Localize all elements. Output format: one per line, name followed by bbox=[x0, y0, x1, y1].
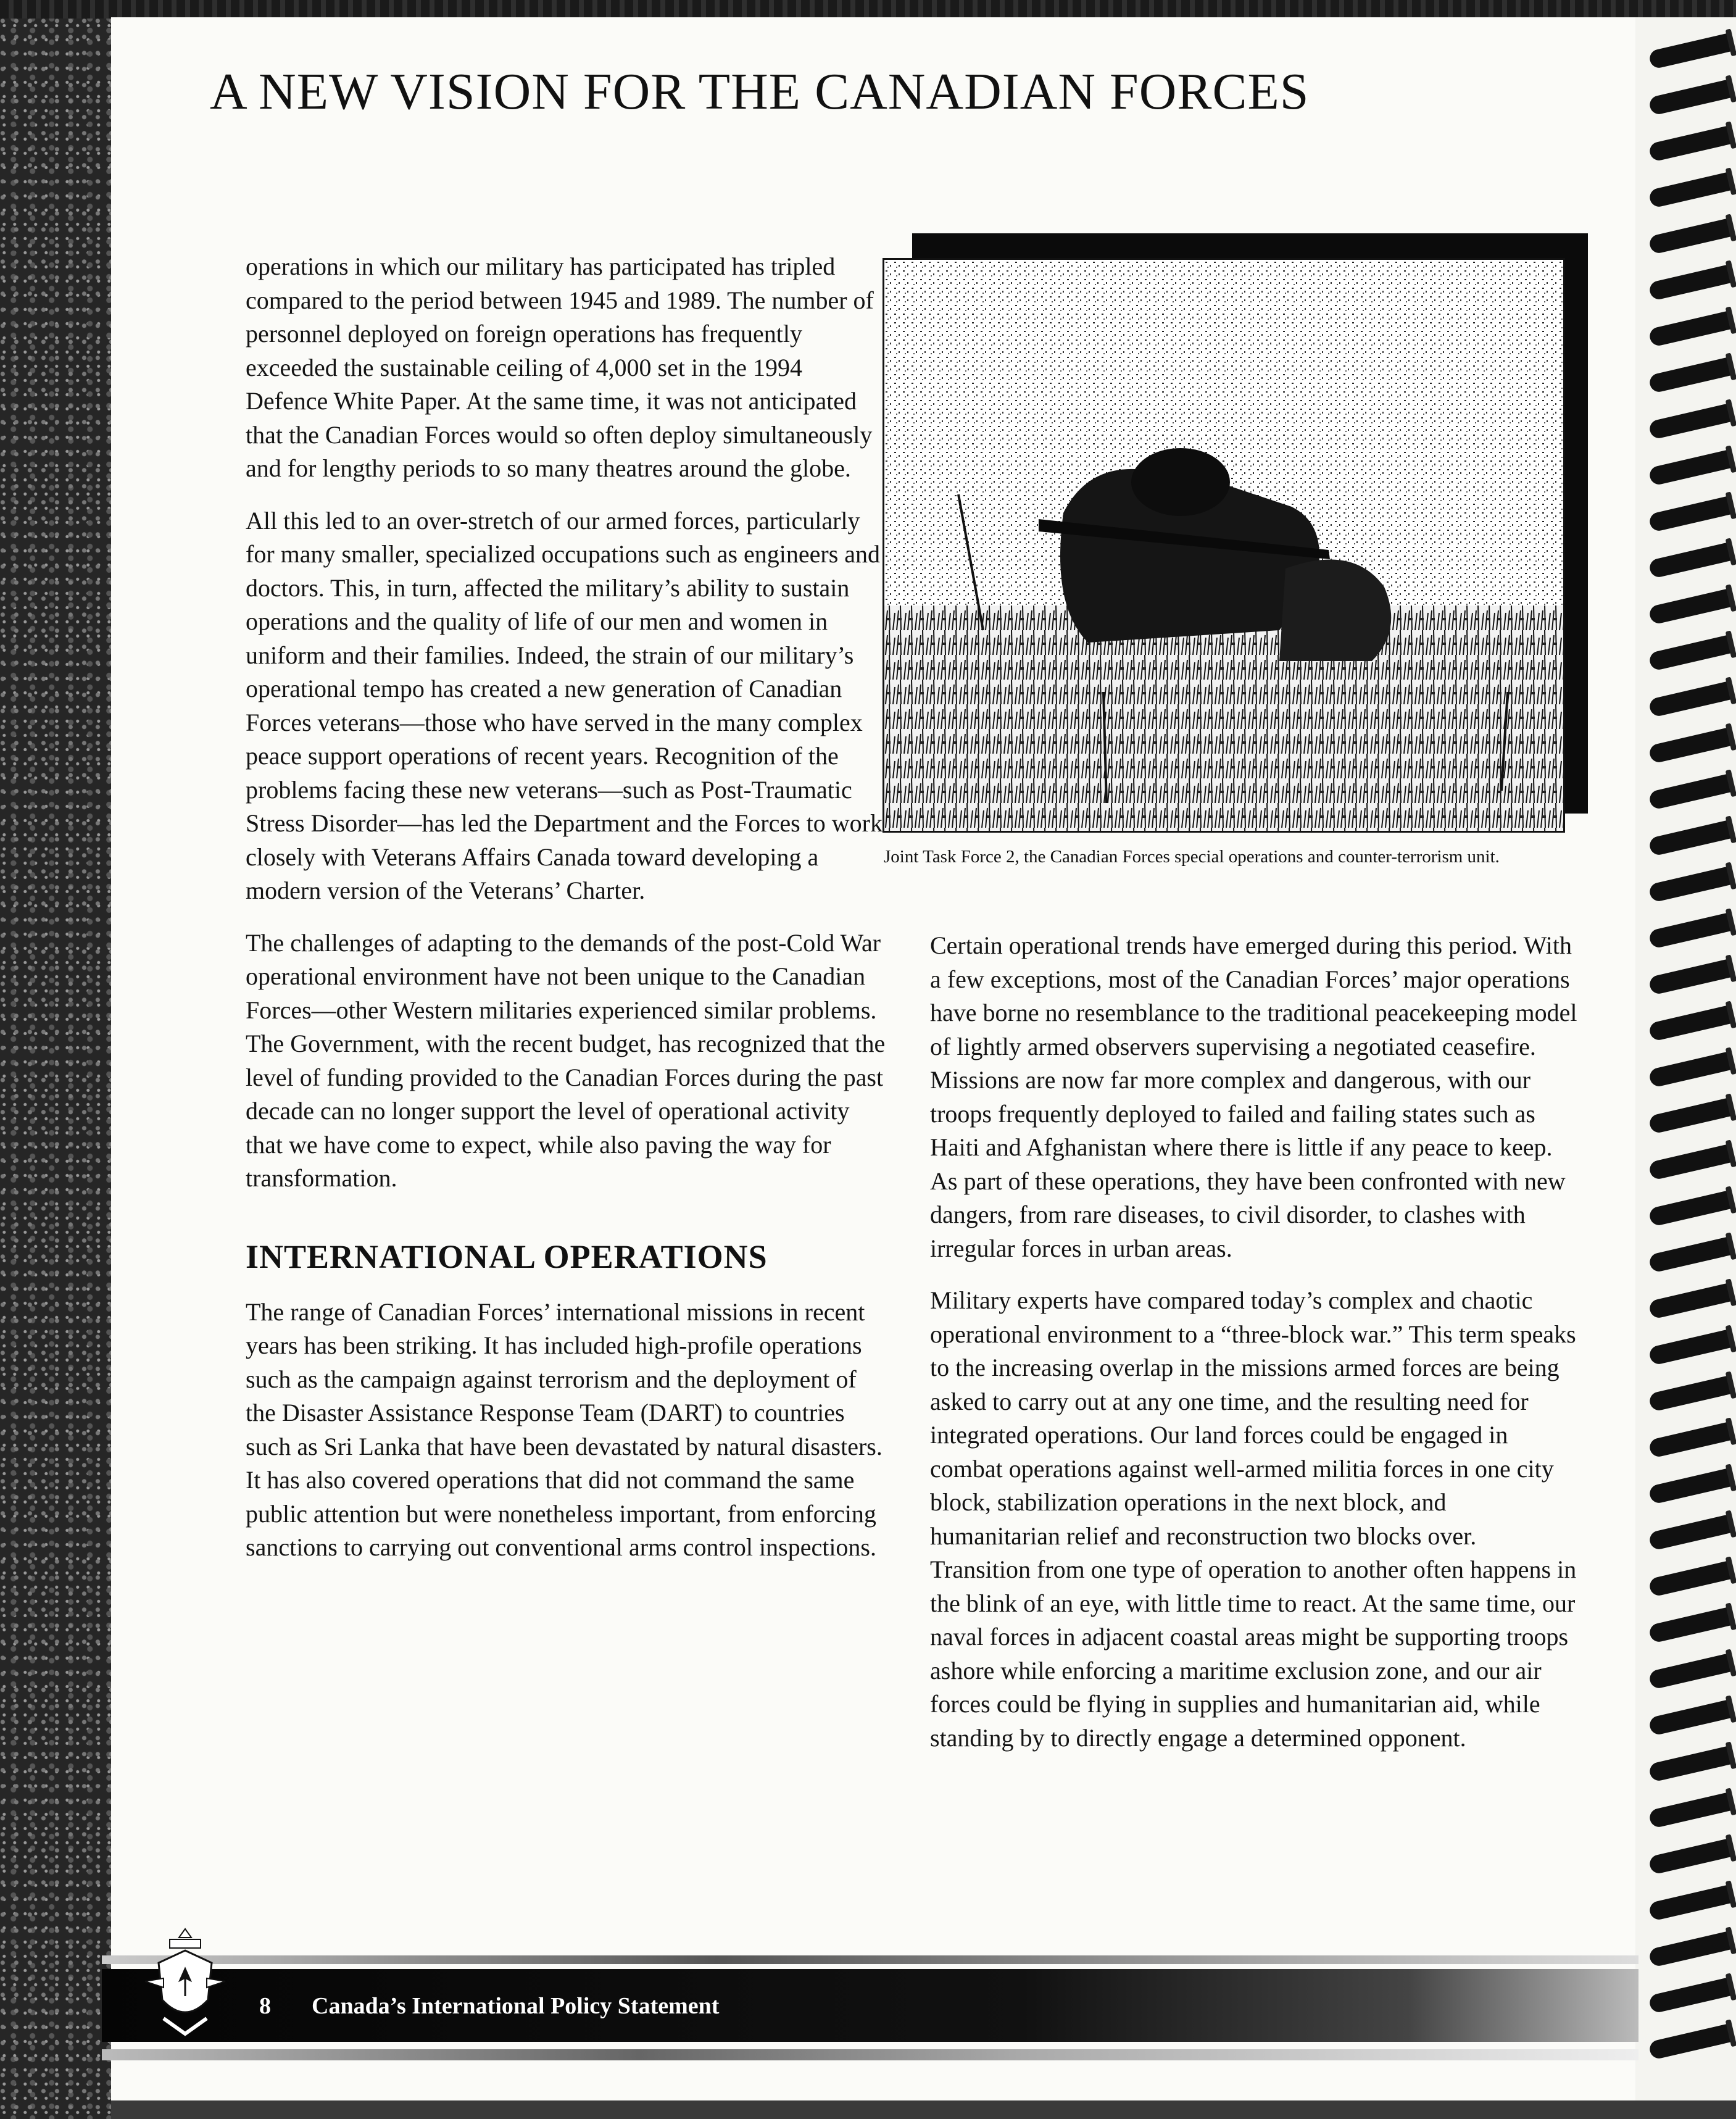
binding-shadow-left bbox=[0, 0, 111, 2119]
binding-coil bbox=[1648, 1931, 1733, 1968]
binding-coil bbox=[1648, 542, 1733, 579]
scan-edge-top bbox=[0, 0, 1736, 19]
binding-coil bbox=[1648, 1514, 1733, 1551]
canadian-forces-crest-icon bbox=[139, 1926, 231, 2043]
binding-coil bbox=[1648, 635, 1733, 672]
binding-coil bbox=[1648, 1190, 1733, 1227]
binding-coil bbox=[1648, 1236, 1733, 1273]
binding-coil bbox=[1648, 1097, 1733, 1134]
section-heading: INTERNATIONAL OPERATIONS bbox=[246, 1238, 768, 1275]
binding-coil bbox=[1648, 172, 1733, 209]
binding-coil bbox=[1648, 1144, 1733, 1181]
binding-coil bbox=[1648, 1005, 1733, 1042]
binding-coil bbox=[1648, 866, 1733, 903]
binding-coil bbox=[1648, 1468, 1733, 1505]
photo-caption: Joint Task Force 2, the Canadian Forces special operations and counter-terrorism unit. bbox=[884, 847, 1500, 867]
left-paragraph-2: All this led to an over-stretch of our armed forces, particularly for many smaller, specialized occupations such as engineers and doctors. This, in turn, affected the military’s ability to sustain operations and the quality of life of our men and women in uniform and their families. Indeed, the strain of our military’s operational tempo has created a new generation of Canadian Forces veterans—those who have served in the many complex peace support operations of recent years. Recognition of the problems facing these new veterans—such as Post-Traumatic Stress Disorder—has led the Department and the Forces to work closely with Veterans Affairs Canada toward developing a modern version of the Veterans’ Charter. bbox=[246, 506, 883, 904]
binding-coil bbox=[1648, 727, 1733, 764]
soldier-photo bbox=[883, 258, 1565, 833]
right-paragraph-2: Military experts have compared today’s complex and chaotic operational environment to a “three-block war.” This term speaks to the increasing overlap in the missions armed forces are being asked to carry out at any one time, and the resulting need for integrated operations. Our land forces could be engaged in combat operations against well-armed militia forces in one city block, stabilization operations in the next block, and humanitarian relief and reconstruction two blocks over. Transition from one type of operation to another often happens in the blink of an eye, with little time to react. At the same time, our naval forces in adjacent coastal areas might be supporting troops ashore while enforcing a maritime exclusion zone, and our air forces could be flying in supplies and humanitarian aid, while standing by to directly engage a determined opponent. bbox=[930, 1286, 1577, 1752]
binding-coil bbox=[1648, 959, 1733, 996]
binding-coil bbox=[1648, 218, 1733, 255]
left-column bbox=[246, 250, 891, 1565]
binding-coil bbox=[1648, 357, 1733, 394]
page-number: 8 bbox=[259, 1993, 271, 2019]
binding-coil bbox=[1648, 264, 1733, 301]
binding-coil bbox=[1648, 1560, 1733, 1597]
binding-coil bbox=[1648, 1699, 1733, 1736]
binding-coil bbox=[1648, 1375, 1733, 1412]
binding-coil bbox=[1648, 79, 1733, 116]
page-title: A NEW VISION FOR THE CANADIAN FORCES bbox=[210, 63, 1310, 120]
binding-coil bbox=[1648, 1792, 1733, 1829]
binding-coil bbox=[1648, 1746, 1733, 1783]
right-paragraph-1: Certain operational trends have emerged during this period. With a few exceptions, most of the Canadian Forces’ major operations have borne no resemblance to the traditional peacekeeping model of lightly armed observers supervising a negotiated ceasefire. Missions are now far more complex and dangerous, with our troops frequently deployed to failed and failing states such as Haiti and Afghanistan where there is little if any peace to keep. As part of these operations, they have been confronted with new dangers, from rare diseases, to civil disorder, to clashes with irregular forces in urban areas. bbox=[930, 931, 1577, 1262]
binding-coil bbox=[1648, 912, 1733, 949]
binding-coil bbox=[1648, 403, 1733, 440]
left-paragraph-3: The challenges of adapting to the demands of the post-Cold War operational environment have not been unique to the Canadian Forces—other Western militaries experienced similar problems. The Government, with the recent budget, has recognized that the level of funding provided to the Canadian Forces during the past decade can no longer support the level of operational activity that we have come to expect, while also paving the way for transformation. bbox=[246, 928, 886, 1192]
right-column bbox=[930, 929, 1581, 1755]
section-paragraph: The range of Canadian Forces’ international missions in recent years has been striking. It has included high-profile operations such as the campaign against terrorism and the deployment of the Disaster Assistance Response Team (DART) to countries such as Sri Lanka that have been devastated by natural disasters. It has also covered operations that did not command the same public attention but were nonetheless important, from enforcing sanctions to carrying out conventional arms control inspections. bbox=[246, 1297, 883, 1561]
binding-coil bbox=[1648, 1329, 1733, 1366]
binding-coil bbox=[1648, 1422, 1733, 1459]
binding-coil bbox=[1648, 1607, 1733, 1644]
binding-coil bbox=[1648, 1051, 1733, 1088]
binding-coil bbox=[1648, 773, 1733, 810]
binding-coil bbox=[1648, 125, 1733, 162]
binding-coil bbox=[1648, 449, 1733, 486]
binding-coil bbox=[1648, 588, 1733, 625]
binding-coil bbox=[1648, 1838, 1733, 1875]
binding-coil bbox=[1648, 310, 1733, 348]
binding-coil bbox=[1648, 1884, 1733, 1921]
binding-coil bbox=[1648, 820, 1733, 857]
binding-coil bbox=[1648, 2023, 1733, 2060]
binding-coil bbox=[1648, 1283, 1733, 1320]
spiral-binding bbox=[1635, 17, 1736, 2100]
binding-coil bbox=[1648, 1977, 1733, 2014]
binding-coil bbox=[1648, 681, 1733, 718]
binding-coil bbox=[1648, 496, 1733, 533]
binding-coil bbox=[1648, 1653, 1733, 1690]
binding-coil bbox=[1648, 33, 1733, 70]
publication-title: Canada’s International Policy Statement bbox=[312, 1993, 720, 2019]
left-paragraph-1: operations in which our military has participated has tripled compared to the period between 1945 and 1989. The number of personnel deployed on foreign operations has frequently exceeded the sustainable ceiling of 4,000 set in the 1994 Defence White Paper. At the same time, it was not anticipated that the Canadian Forces would so often deploy simultaneously and for lengthy periods to so many theatres around the globe. bbox=[246, 252, 874, 482]
